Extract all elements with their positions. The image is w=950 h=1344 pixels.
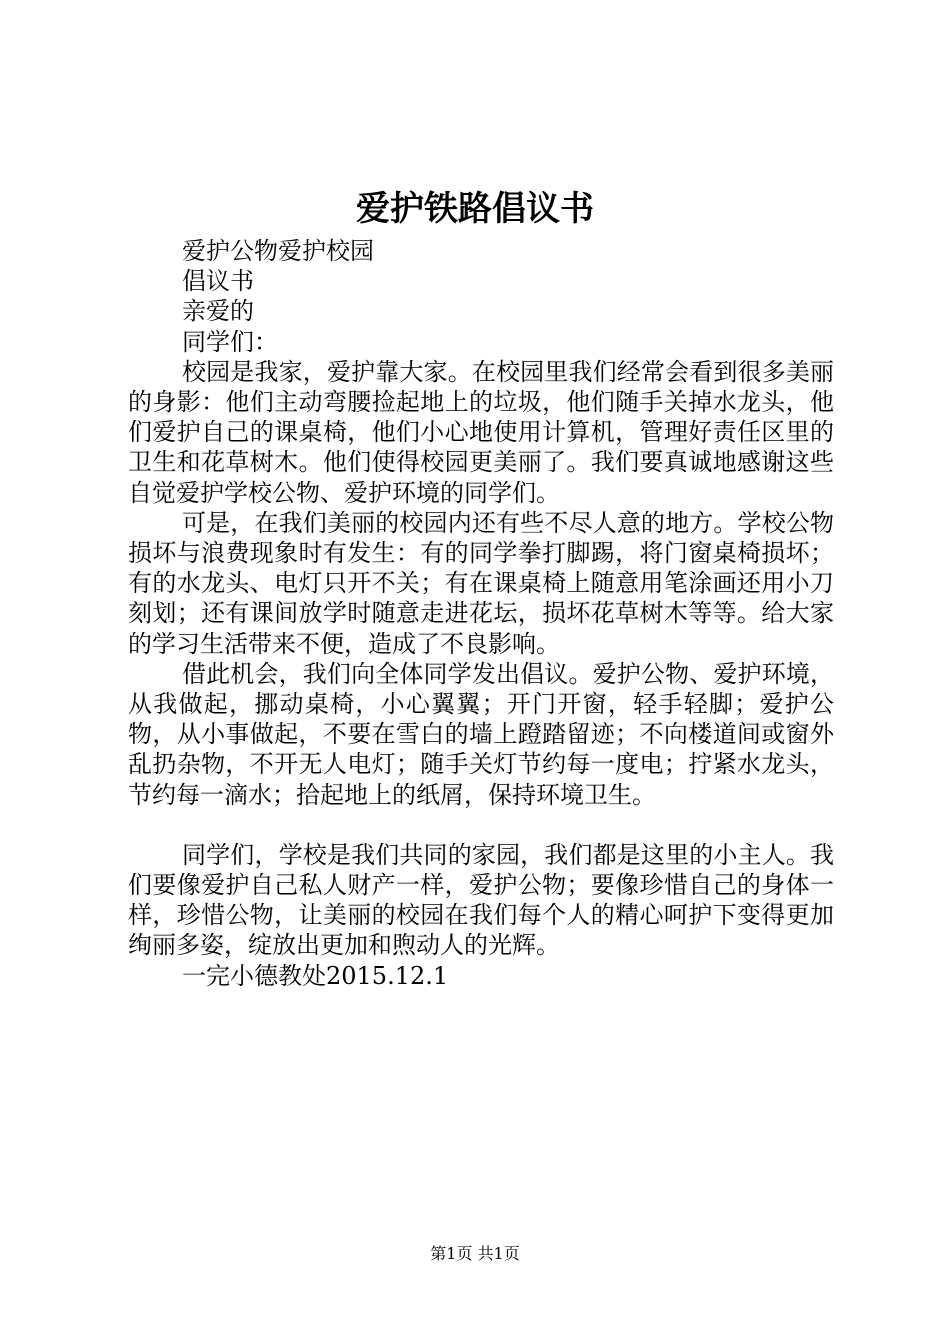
paragraph-salutation: 同学们： <box>182 327 278 356</box>
paragraph-body: 可是，在我们美丽的校园内还有些不尽人意的地方。学校公物损坏与浪费现象时有发生：有的同学拳打脚踢，将门窗桌椅损坏；有的水龙头、电灯只开不关；有在课桌椅上随意用笔涂画还用小刀刻划；还有课间放学时随意走进花坛，损坏花草树木等等。给大家的学习生活带来不便，造成了不良影响。 <box>128 508 834 658</box>
page-number-footer: 第1页 共1页 <box>430 1244 520 1263</box>
document-title: 爱护铁路倡议书 <box>356 189 594 229</box>
document-body <box>128 236 834 991</box>
paragraph-heading-line: 倡议书 <box>182 267 254 296</box>
paragraph-body: 借此机会，我们向全体同学发出倡议。爱护公物、爱护环境，从我做起，挪动桌椅，小心翼翼；开门开窗，轻手轻脚；爱护公物，从小事做起，不要在雪白的墙上蹬踏留迹；不向楼道间或窗外乱扔杂物，不开无人电灯；随手关灯节约每一度电；拧紧水龙头，节约每一滴水；拾起地上的纸屑，保持环境卫生。 <box>128 659 834 809</box>
paragraph-heading-line: 爱护公物爱护校园 <box>182 237 374 265</box>
paragraph-salutation: 亲爱的 <box>182 297 254 326</box>
paragraph-body: 校园是我家，爱护靠大家。在校园里我们经常会看到很多美丽的身影：他们主动弯腰捡起地上的垃圾，他们随手关掉水龙头，他们爱护自己的课桌椅，他们小心地使用计算机，管理好责任区里的卫生和花草树木。他们使得校园更美丽了。我们要真诚地感谢这些自觉爱护学校公物、爱护环境的同学们。 <box>128 357 834 507</box>
paragraph-signature: 一完小德教处2015.12.1 <box>182 961 449 990</box>
paragraph-body: 同学们，学校是我们共同的家园，我们都是这里的小主人。我们要像爱护自己私人财产一样，爱护公物；要像珍惜自己的身体一样，珍惜公物，让美丽的校园在我们每个人的精心呵护下变得更加绚丽多姿，绽放出更加和煦动人的光辉。 <box>128 840 834 960</box>
